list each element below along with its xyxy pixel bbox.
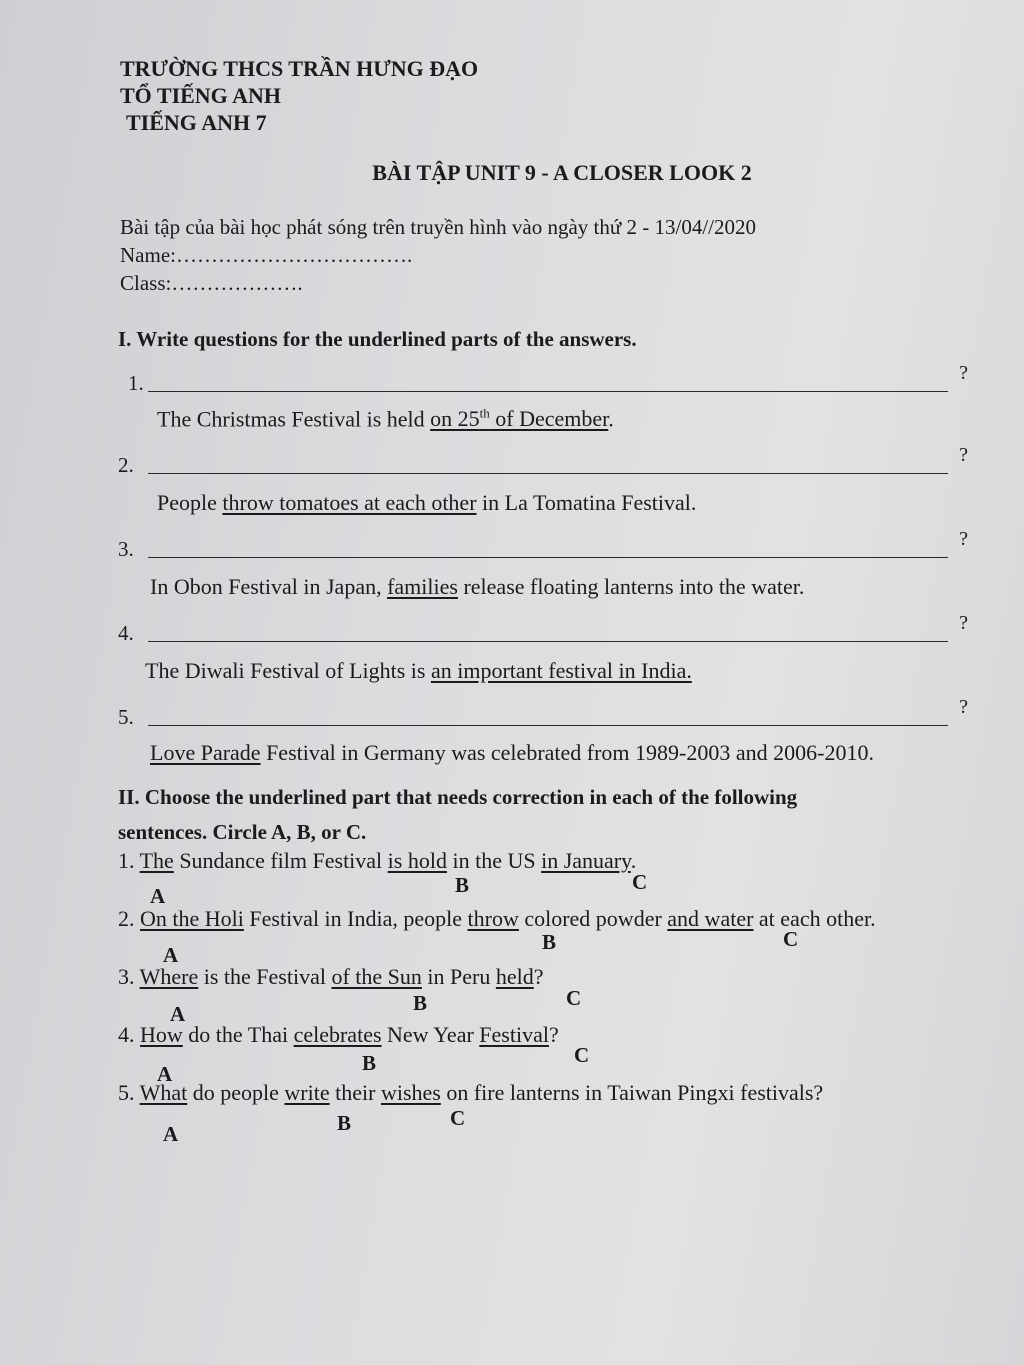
underlined-text: on 25 (430, 406, 480, 432)
intro-block (120, 213, 756, 297)
option-b-part: throw (467, 906, 519, 931)
mc-number: 2. (118, 906, 140, 931)
option-c-part: in January (541, 848, 631, 873)
school-header (120, 55, 478, 136)
section2-heading-line1: II. Choose the underlined part that needs correction in each of the following (118, 785, 798, 809)
question-number: 2. (118, 453, 134, 477)
underlined-text: of December (489, 406, 609, 432)
mc-number: 4. (118, 1022, 140, 1047)
underlined-part (430, 406, 608, 431)
mc-text: ? (533, 964, 544, 989)
option-a-part: What (139, 1080, 188, 1105)
ordinal-suffix: th (479, 406, 490, 421)
question-line (118, 444, 968, 478)
mc-text: New Year (381, 1022, 480, 1047)
option-c-part: Festival (479, 1022, 549, 1047)
answer-line (148, 725, 948, 726)
option-b-label[interactable]: B (337, 1111, 352, 1135)
option-c-label[interactable]: C (566, 986, 582, 1010)
option-a-part: The (139, 848, 174, 873)
underlined-part: Love Parade (150, 740, 261, 765)
answer-sentence (157, 490, 696, 516)
mc-text: in Peru (421, 964, 496, 989)
answer-line (148, 641, 948, 642)
mc-sentence (118, 848, 636, 874)
mc-text: at each other. (753, 906, 876, 931)
mc-text: do people (187, 1080, 285, 1105)
option-b-part: write (284, 1080, 330, 1105)
option-a-label[interactable]: A (163, 1122, 179, 1146)
answer-text: In Obon Festival in Japan, (150, 574, 388, 599)
mc-number: 1. (118, 848, 140, 873)
answer-text: The Christmas Festival is held (157, 406, 431, 432)
section1-heading: I. Write questions for the underlined parts of the answers. (118, 327, 637, 351)
mc-text: in the US (446, 848, 542, 873)
option-a-part: On the Holi (140, 906, 244, 931)
answer-text: in La Tomatina Festival. (476, 490, 697, 515)
mc-sentence (118, 1080, 823, 1106)
answer-text: release floating lanterns into the water. (457, 574, 805, 599)
answer-text: Festival in Germany was celebrated from 1989-2003 and 2006-2010. (260, 740, 874, 765)
question-number: 1. (128, 371, 144, 395)
question-mark: ? (959, 362, 968, 384)
question-mark: ? (959, 612, 968, 634)
answer-sentence (145, 658, 692, 684)
option-a-part: Where (139, 964, 199, 989)
option-a-label[interactable]: A (170, 1002, 186, 1026)
option-c-label[interactable]: C (632, 870, 648, 894)
subject-name: TIẾNG ANH 7 (126, 110, 267, 135)
question-line (118, 696, 968, 730)
broadcast-description: Bài tập của bài học phát sóng trên truyền hình vào ngày thứ 2 - 13/04//2020 (120, 215, 756, 239)
question-mark: ? (959, 696, 968, 718)
section2-heading (118, 780, 797, 850)
answer-text: . (608, 406, 614, 432)
option-b-part: is hold (387, 848, 447, 873)
option-a-label[interactable]: A (157, 1062, 173, 1086)
option-a-part: How (140, 1022, 183, 1047)
answer-line (148, 391, 948, 392)
mc-sentence (118, 906, 876, 932)
option-c-part: wishes (380, 1080, 441, 1105)
option-b-label[interactable]: B (413, 991, 428, 1015)
question-line (118, 528, 968, 562)
option-b-part: celebrates (293, 1022, 382, 1047)
section2-heading-line2: sentences. Circle A, B, or C. (118, 820, 367, 844)
mc-text: ? (548, 1022, 559, 1047)
option-c-label[interactable]: C (574, 1043, 590, 1067)
answer-text: People (157, 490, 223, 515)
answer-line (148, 557, 948, 558)
option-b-label[interactable]: B (455, 873, 470, 897)
mc-sentence (118, 964, 544, 990)
option-c-label[interactable]: C (450, 1106, 466, 1130)
mc-text: colored powder (518, 906, 668, 931)
option-a-label[interactable]: A (150, 884, 166, 908)
mc-number: 5. (118, 1080, 140, 1105)
answer-sentence (150, 574, 804, 600)
question-line (118, 612, 968, 646)
mc-sentence (118, 1022, 559, 1048)
school-name: TRƯỜNG THCS TRẦN HƯNG ĐẠO (120, 56, 479, 81)
question-mark: ? (959, 444, 968, 466)
mc-text: . (630, 848, 637, 873)
class-field: Class:………………. (120, 271, 303, 295)
underlined-part: throw tomatoes at each other (222, 490, 477, 515)
option-b-label[interactable]: B (542, 930, 557, 954)
underlined-part: families (387, 574, 458, 599)
mc-text: do the Thai (182, 1022, 294, 1047)
mc-text: their (329, 1080, 381, 1105)
department-name: TỔ TIẾNG ANH (120, 83, 281, 108)
question-number: 5. (118, 705, 134, 729)
answer-line (148, 473, 948, 474)
mc-text: Festival in India, people (243, 906, 468, 931)
mc-text: Sundance film Festival (173, 848, 388, 873)
question-mark: ? (959, 528, 968, 550)
name-field: Name:……………………………. (120, 243, 413, 267)
answer-sentence (157, 406, 614, 432)
question-number: 4. (118, 621, 134, 645)
question-line (118, 362, 968, 396)
answer-sentence (150, 740, 874, 766)
option-b-part: of the Sun (331, 964, 422, 989)
option-c-part: held (495, 964, 534, 989)
worksheet-title: BÀI TẬP UNIT 9 - A CLOSER LOOK 2 (372, 160, 752, 185)
underlined-part: an important festival in India. (430, 658, 692, 683)
answer-text: The Diwali Festival of Lights is (145, 658, 431, 683)
option-a-label[interactable]: A (163, 943, 179, 967)
mc-text: is the Festival (198, 964, 332, 989)
option-b-label[interactable]: B (362, 1051, 377, 1075)
mc-text: on fire lanterns in Taiwan Pingxi festivals? (440, 1080, 824, 1105)
mc-number: 3. (118, 964, 140, 989)
option-c-label[interactable]: C (783, 927, 799, 951)
question-number: 3. (118, 537, 134, 561)
option-c-part: and water (667, 906, 754, 931)
